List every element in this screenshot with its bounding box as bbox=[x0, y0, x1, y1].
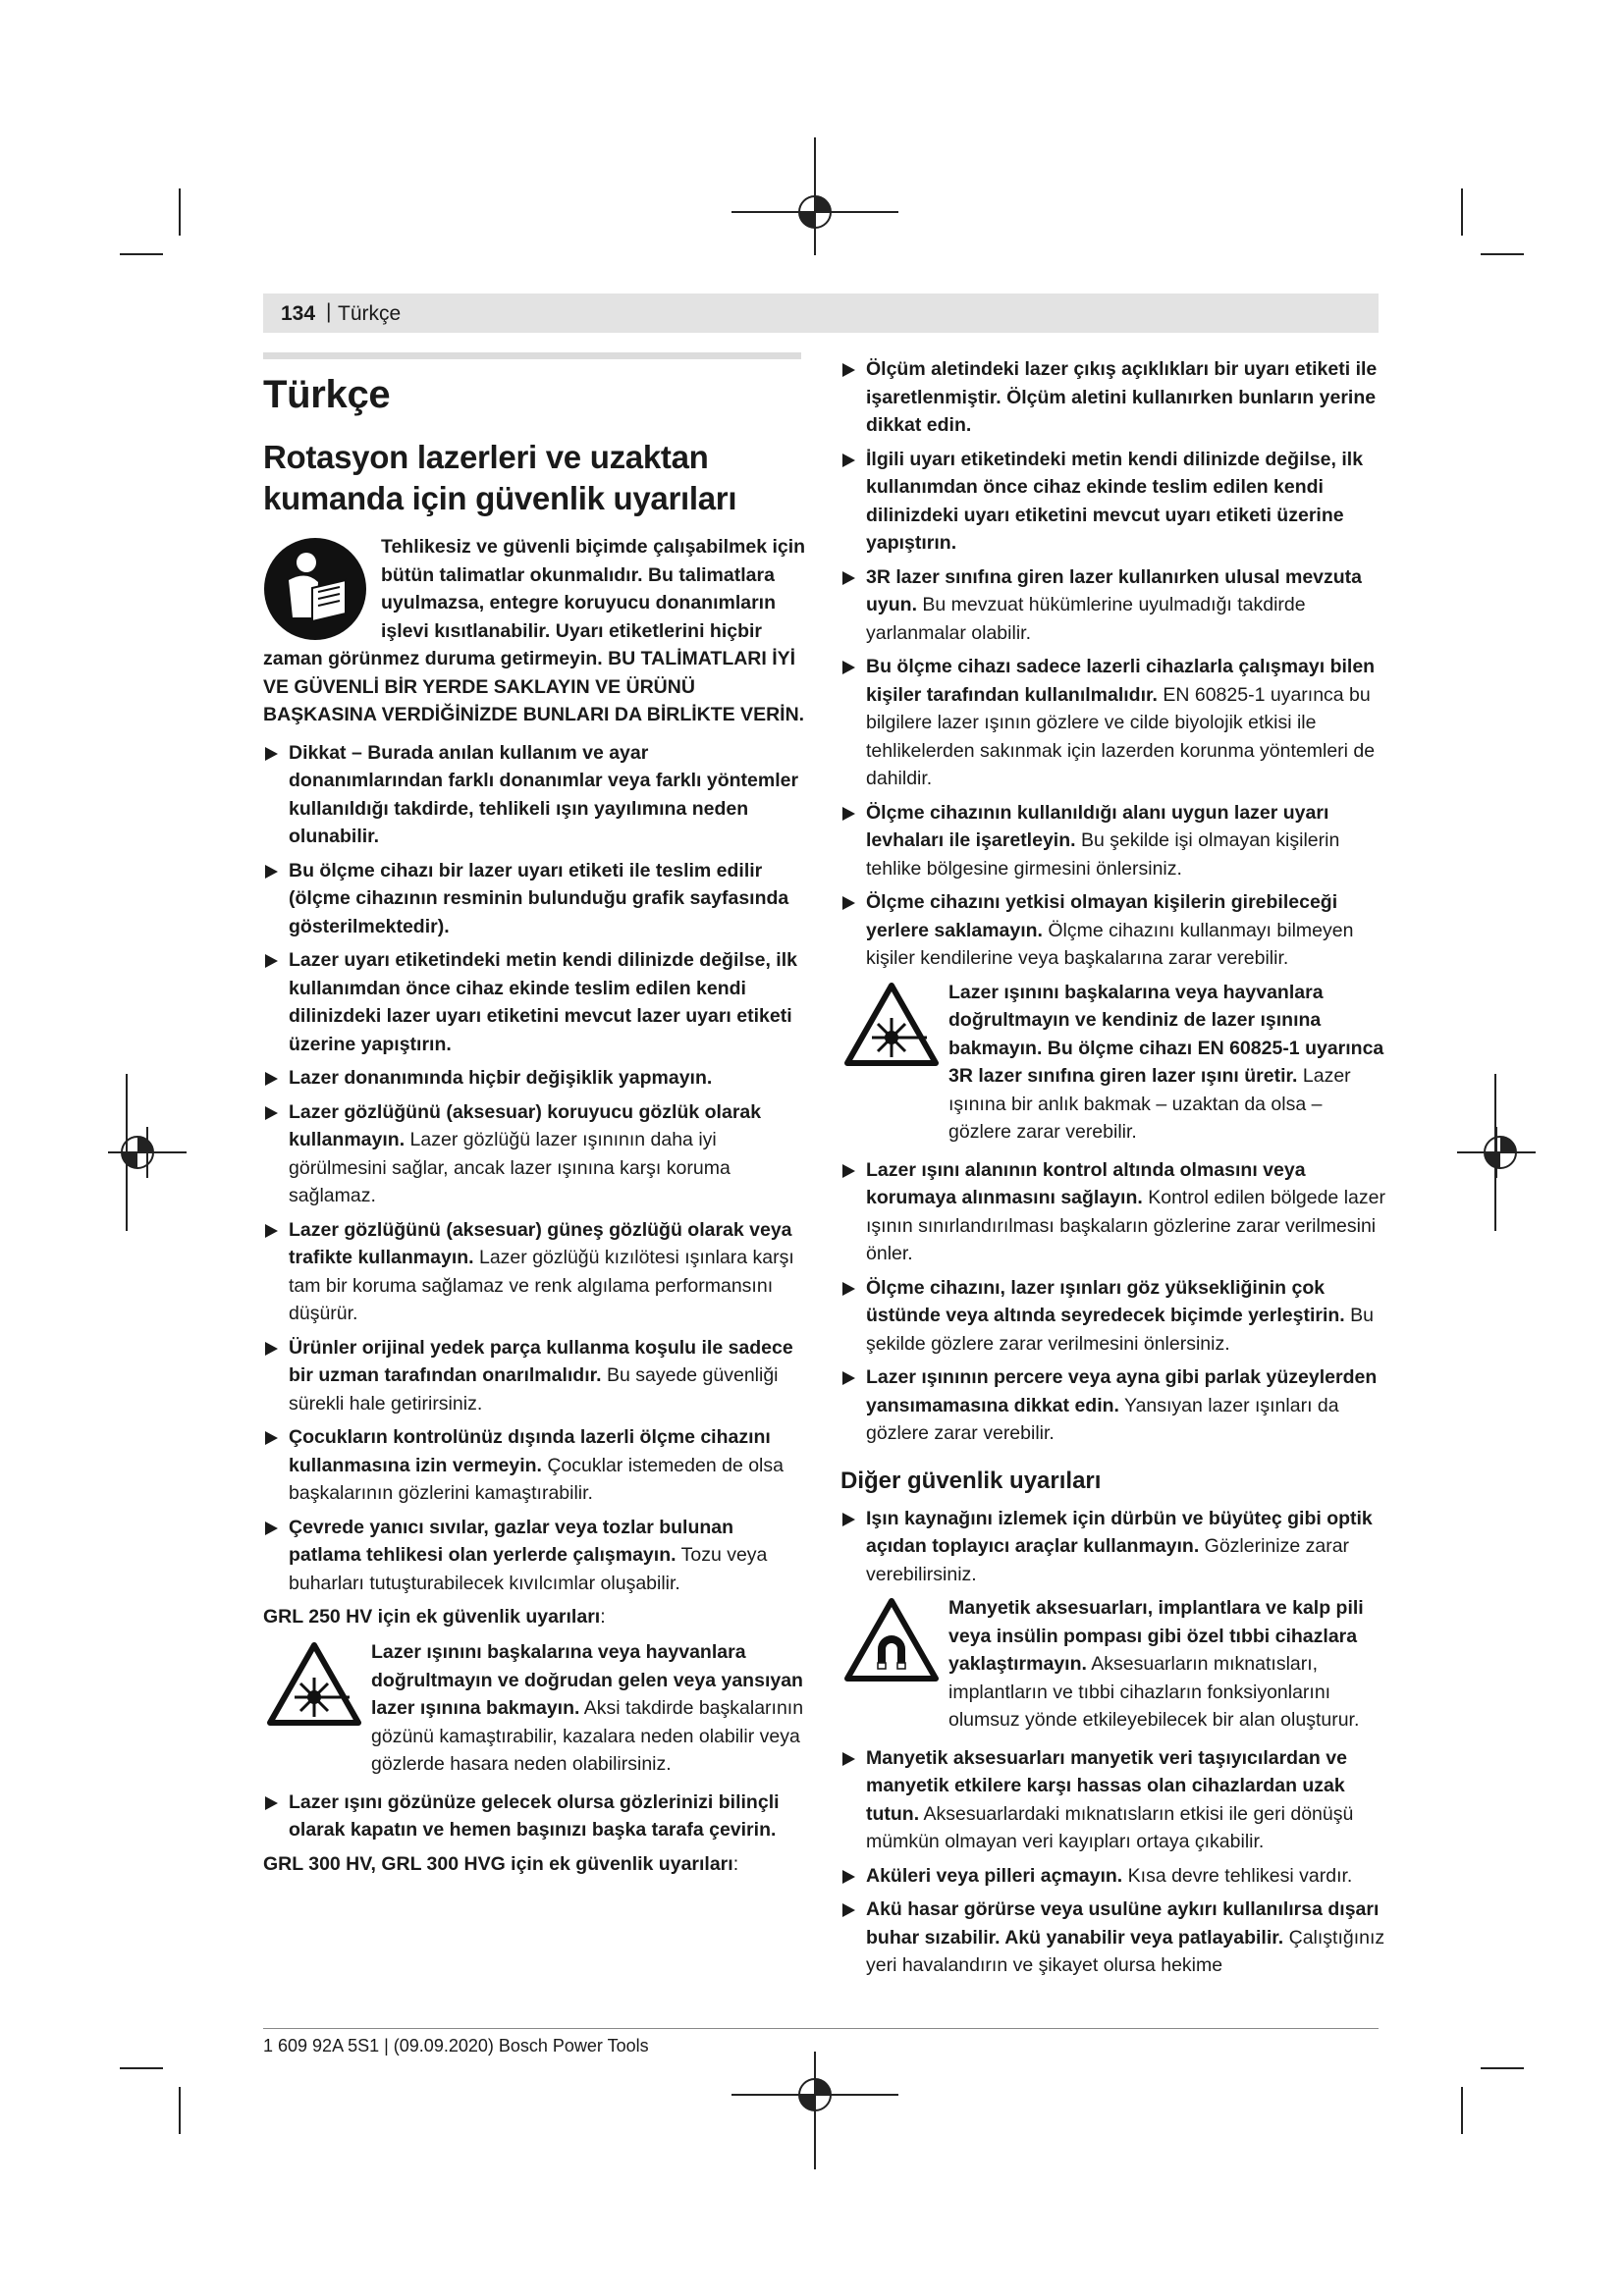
bullet-text: Bu sayede güvenliği sürekli hale getirirsiniz. bbox=[289, 1364, 779, 1415]
laser-warning-icon bbox=[267, 1642, 361, 1727]
crop-mark bbox=[1481, 2067, 1524, 2069]
intro-text: Tehlikesiz ve güvenli biçimde çalışabilmek için bütün talimatlar okunmalıdır. Bu talimatlara uyulmazsa, entegre koruyucu donanımların işlevi kısıtlanabilir. Uyarı etiketlerini hiçbir zaman görünmez duruma getirmeyin. BU TALİMATLARI İYİ VE GÜVENLİ BİR YERDE SAKLAYIN VE ÜRÜNÜ BAŞKASINA VERDİĞİNİZDE BUNLARI DA BİRLİKTE VERİN. bbox=[263, 536, 806, 725]
bullet-text: Aksesuarlardaki mıknatısların etkisi ile geri dönüşü mümkün olmayan veri kayıpları ortaya çıkabilir. bbox=[866, 1802, 1354, 1852]
registration-mark-icon bbox=[731, 2052, 898, 2169]
bullet-text: Kısa devre tehlikesi vardır. bbox=[1122, 1864, 1353, 1887]
section-title: Rotasyon lazerleri ve uzaktan kumanda için güvenlik uyarıları bbox=[263, 439, 737, 516]
bullet-bold: Çocukların kontrolünüz dışında lazerli ölçme cihazını kullanmasına izin vermeyin. bbox=[289, 1426, 771, 1476]
bullet-bold: Lazer gözlüğünü (aksesuar) güneş gözlüğü olarak veya trafikte kullanmayın. bbox=[289, 1218, 792, 1268]
laser-warning-text bbox=[371, 1638, 807, 1779]
grl250-heading-text: GRL 250 HV için ek güvenlik uyarıları bbox=[263, 1606, 601, 1628]
warning-bold: Lazer ışınını başkalarına veya hayvanlara doğrultmayın ve kendiniz de lazer ışınına bakmayın. Bu ölçme cihazı EN 60825-1 uyarınca 3R lazer sınıfına giren lazer ışını üretir. bbox=[948, 981, 1384, 1087]
bullet-bold: Lazer ışınının percere veya ayna gibi parlak yüzeylerden yansımamasına dikkat edin. bbox=[866, 1366, 1378, 1416]
bullet-bold: Akü hasar görürse veya usulüne aykırı kullanılırsa dışarı buhar sızabilir. Akü yanabilir veya patlayabilir. bbox=[866, 1898, 1380, 1949]
bullet-text: Bu mevzuat hükümlerine uyulmadığı takdirde yarlanmalar olabilir. bbox=[866, 594, 1306, 644]
bullet-text: Çalıştığınız yeri havalandırın ve şikayet olursa hekime bbox=[866, 1926, 1385, 1976]
page-number: 134 bbox=[281, 302, 316, 325]
laser-warning-box bbox=[263, 1638, 807, 1779]
crop-mark bbox=[120, 253, 163, 255]
bullet-text: Tozu veya buharları tutuşturabilecek kıvılcımlar oluşabilir. bbox=[289, 1544, 768, 1594]
bullet-bold: Bu ölçme cihazı sadece lazerli cihazlarla çalışmayı bilen kişiler tarafından kullanılmalıdır. bbox=[866, 656, 1376, 706]
list-item bbox=[840, 888, 1388, 973]
list-item bbox=[263, 1064, 807, 1093]
bullet-triangle-icon bbox=[842, 807, 855, 821]
list-item bbox=[263, 1216, 807, 1328]
bullet-bold: Lazer ışını alanının kontrol altında olmasını veya korumaya alınmasını sağlayın. bbox=[866, 1158, 1306, 1208]
crop-mark bbox=[179, 188, 181, 236]
bullet-triangle-icon bbox=[842, 661, 855, 674]
bullet-bold: Işın kaynağını izlemek için dürbün ve büyüteç gibi optik açıdan toplayıcı araçlar kullanmayın. bbox=[866, 1507, 1373, 1557]
bullet-triangle-icon bbox=[265, 1431, 278, 1445]
list-item bbox=[840, 1363, 1388, 1448]
crop-mark bbox=[1461, 188, 1463, 236]
grl250-heading-colon: : bbox=[600, 1606, 606, 1628]
right-column bbox=[840, 355, 1388, 1986]
list-item bbox=[840, 1744, 1388, 1856]
bullet-bold: Aküleri veya pilleri açmayın. bbox=[866, 1864, 1123, 1887]
footer-rule bbox=[263, 2028, 1379, 2029]
bullet-triangle-icon bbox=[842, 1282, 855, 1296]
crop-mark bbox=[120, 2067, 163, 2069]
grl300-heading-colon: : bbox=[732, 1852, 739, 1875]
page-title: Türkçe bbox=[263, 373, 391, 416]
list-item bbox=[263, 1789, 807, 1844]
bullet-bold: Ölçme cihazını yetkisi olmayan kişilerin girebileceği yerlere saklamayın. bbox=[866, 891, 1338, 941]
other-safety-heading: Diğer güvenlik uyarıları bbox=[840, 1467, 1102, 1494]
bullet-text: Ölçme cihazını kullanmayı bilmeyen kişiler kendilerine veya başkalarına zarar verebilir. bbox=[866, 919, 1354, 969]
bullet-triangle-icon bbox=[265, 954, 278, 968]
bullet-text: Çocuklar istemeden de olsa başkalarının gözlerini kamaştırabilir. bbox=[289, 1454, 784, 1504]
registration-mark-icon bbox=[1457, 1113, 1536, 1192]
list-item bbox=[840, 1274, 1388, 1359]
list-item bbox=[263, 1423, 807, 1508]
bullet-bold: Lazer gözlüğünü (aksesuar) koruyucu gözlük olarak kullanmayın. bbox=[289, 1100, 762, 1150]
laser-warning-icon bbox=[844, 983, 939, 1067]
laser-warning-text bbox=[948, 979, 1388, 1147]
bullet-triangle-icon bbox=[842, 1164, 855, 1178]
bullet-triangle-icon bbox=[265, 1796, 278, 1810]
header-language: Türkçe bbox=[338, 302, 402, 325]
warning-bold: Lazer ışınını başkalarına veya hayvanlara doğrultmayın ve doğrudan gelen veya yansıyan lazer ışınına bakmayın. bbox=[371, 1641, 803, 1719]
bullet-triangle-icon bbox=[265, 747, 278, 761]
bullet-triangle-icon bbox=[842, 1371, 855, 1385]
left-column bbox=[263, 355, 807, 1886]
bullet-triangle-icon bbox=[842, 896, 855, 910]
list-item bbox=[840, 563, 1388, 648]
warning-text: Aksesuarların mıknatısları, implantların ve tıbbi cihazların fonksiyonlarını olumsuz yönde etkileyebilecek bir alan oluşturur. bbox=[948, 1653, 1360, 1731]
list-item bbox=[840, 355, 1388, 440]
bullet-bold: Lazer uyarı etiketindeki metin kendi dilinizde değilse, ilk kullanımdan önce cihaz ekinde teslim edilen kendi dilinizdeki lazer uyarı etiketini mevcut lazer uyarı etiketi üzerine yapıştırın. bbox=[289, 949, 797, 1055]
magnet-warning-box bbox=[840, 1594, 1388, 1735]
list-item bbox=[263, 1098, 807, 1210]
bullet-text: Gözlerinize zarar verebilirsiniz. bbox=[866, 1535, 1350, 1585]
bullet-bold: Bu ölçme cihazı bir lazer uyarı etiketi ile teslim edilir (ölçme cihazının resminin bulunduğu grafik sayfasında gösterilmektedir). bbox=[289, 859, 789, 937]
bullet-text: EN 60825-1 uyarınca bu bilgilere lazer ışının gözlere ve cilde biyolojik etkisi ile tehlikelerden sakınmak için lazerden korunma yöntemleri de dahildir. bbox=[866, 683, 1376, 789]
page-footer: 1 609 92A 5S1 | (09.09.2020) Bosch Power Tools bbox=[263, 2036, 649, 2056]
read-manual-icon bbox=[263, 537, 367, 641]
header-separator: | bbox=[326, 300, 332, 323]
list-item bbox=[840, 1505, 1388, 1589]
bullet-bold: İlgili uyarı etiketindeki metin kendi dilinizde değilse, ilk kullanımdan önce cihaz ekinde teslim edilen kendi dilinizdeki uyarı etiketini mevcut uyarı etiketi üzerine yapıştırın. bbox=[866, 448, 1364, 554]
bullet-triangle-icon bbox=[265, 1342, 278, 1356]
bullet-bold: Lazer donanımında hiçbir değişiklik yapmayın. bbox=[289, 1067, 713, 1089]
registration-mark-icon bbox=[731, 137, 898, 255]
bullet-triangle-icon bbox=[842, 454, 855, 467]
warning-text: Aksi takdirde başkalarının gözünü kamaştırabilir, kazalara neden olabilir veya gözlerde hasara neden olabilirsiniz. bbox=[371, 1697, 804, 1775]
bullet-text: Lazer gözlüğü kızılötesi ışınlara karşı tam bir koruma sağlamaz ve renk algılama performansını düşürür. bbox=[289, 1247, 794, 1324]
crop-mark bbox=[179, 2087, 181, 2134]
list-item bbox=[840, 1896, 1388, 1980]
bullet-bold: Ölçme cihazını, lazer ışınları göz yüksekliğinin çok üstünde veya altında seyredecek biçimde yerleştirin. bbox=[866, 1276, 1345, 1326]
bullet-triangle-icon bbox=[842, 571, 855, 585]
magnet-warning-text bbox=[948, 1594, 1388, 1735]
bullet-text: Kontrol edilen bölgede lazer ışının sınırlandırılması başkaların gözlerine zarar verilmesini önler. bbox=[866, 1187, 1385, 1264]
bullet-text: Yansıyan lazer ışınları da gözlere zarar verebilir. bbox=[866, 1394, 1339, 1444]
bullet-triangle-icon bbox=[842, 1513, 855, 1526]
bullet-bold: Lazer ışını gözünüze gelecek olursa gözlerinizi bilinçli olarak kapatın ve hemen başınızı başka tarafa çevirin. bbox=[289, 1790, 780, 1841]
bullet-text: Lazer gözlüğü lazer ışınının daha iyi görülmesini sağlar, ancak lazer ışınına karşı koruma sağlamaz. bbox=[289, 1129, 731, 1206]
bullet-bold: Dikkat – Burada anılan kullanım ve ayar donanımlarından farklı donanımlar veya farklı yöntemler kullanıldığı takdirde, tehlikeli ışın yayılımına neden olunabilir. bbox=[289, 741, 799, 847]
list-item bbox=[263, 1514, 807, 1598]
bullet-bold: Çevrede yanıcı sıvılar, gazlar veya tozlar bulunan patlama tehlikesi olan yerlerde çalışmayın. bbox=[289, 1516, 734, 1566]
bullet-bold: Ölçme cihazının kullanıldığı alanı uygun lazer uyarı levhaları ile işaretleyin. bbox=[866, 801, 1329, 851]
list-item bbox=[840, 1156, 1388, 1268]
list-item bbox=[840, 446, 1388, 558]
bullet-triangle-icon bbox=[265, 1522, 278, 1535]
page-header bbox=[263, 294, 1379, 333]
bullet-bold: Ürünler orijinal yedek parça kullanma koşulu ile sadece bir uzman tarafından onarılmalıdır. bbox=[289, 1336, 793, 1386]
grl300-heading-text: GRL 300 HV, GRL 300 HVG için ek güvenlik uyarıları bbox=[263, 1852, 733, 1875]
list-item bbox=[840, 799, 1388, 883]
list-item bbox=[263, 1334, 807, 1418]
grl250-heading bbox=[263, 1603, 807, 1630]
bullet-bold: 3R lazer sınıfına giren lazer kullanırken ulusal mevzuta uyun. bbox=[866, 565, 1363, 615]
bullet-triangle-icon bbox=[265, 865, 278, 879]
crop-mark bbox=[1461, 2087, 1463, 2134]
list-item bbox=[263, 739, 807, 851]
bullet-triangle-icon bbox=[265, 1224, 278, 1238]
bullet-triangle-icon bbox=[842, 363, 855, 377]
bullet-triangle-icon bbox=[842, 1903, 855, 1917]
magnet-warning-icon bbox=[844, 1598, 939, 1682]
left-bullets bbox=[263, 739, 807, 1598]
crop-mark bbox=[1481, 253, 1524, 255]
list-item bbox=[840, 1862, 1388, 1891]
list-item bbox=[263, 857, 807, 941]
grl300-heading bbox=[263, 1850, 807, 1878]
bullet-triangle-icon bbox=[842, 1870, 855, 1884]
list-item bbox=[840, 653, 1388, 793]
bullet-text: Bu şekilde işi olmayan kişilerin tehlike bölgesine girmesini önlersiniz. bbox=[866, 829, 1340, 880]
warning-bold: Manyetik aksesuarları, implantlara ve kalp pili veya insülin pompası gibi özel tıbbi cihazlara yaklaştırmayın. bbox=[948, 1597, 1364, 1675]
laser-warning-box bbox=[840, 979, 1388, 1147]
warning-text: Lazer ışınına bir anlık bakmak – uzaktan da olsa – gözlere zarar verebilir. bbox=[948, 1065, 1351, 1143]
bullet-triangle-icon bbox=[842, 1752, 855, 1766]
registration-mark-icon bbox=[108, 1113, 187, 1192]
bullet-triangle-icon bbox=[265, 1106, 278, 1120]
bullet-bold: Ölçüm aletindeki lazer çıkış açıklıkları bir uyarı etiketi ile işaretlenmiştir. Ölçüm aletini kullanırken bunların yerine dikkat edin. bbox=[866, 358, 1378, 436]
intro-warning bbox=[263, 533, 807, 729]
bullet-text: Bu şekilde gözlere zarar verilmesini önlersiniz. bbox=[866, 1305, 1375, 1355]
bullet-triangle-icon bbox=[265, 1072, 278, 1086]
bullet-bold: Manyetik aksesuarları manyetik veri taşıyıcılardan ve manyetik etkilere karşı hassas olan cihazlardan uzak tutun. bbox=[866, 1746, 1347, 1825]
list-item bbox=[263, 946, 807, 1058]
